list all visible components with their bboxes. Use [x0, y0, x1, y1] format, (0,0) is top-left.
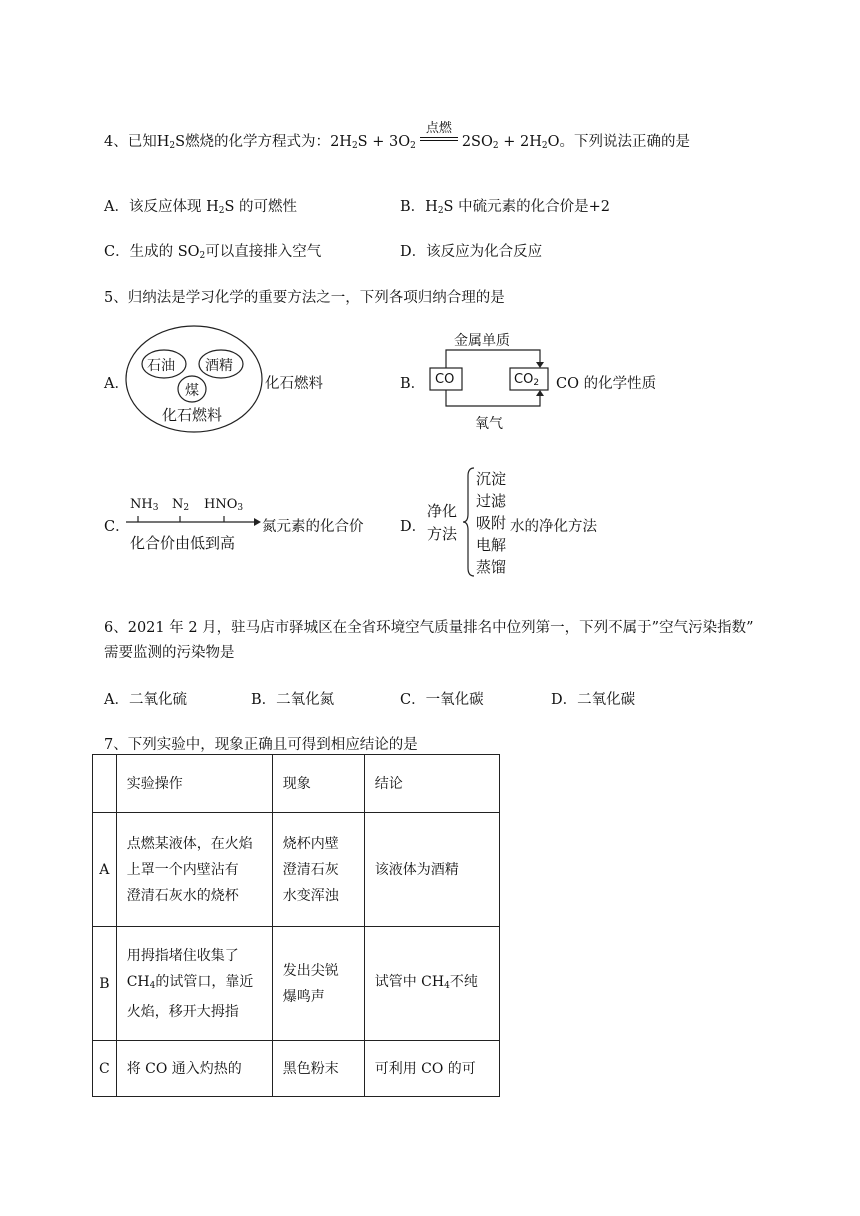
- q5-d-group-label-2: 方法: [427, 525, 458, 543]
- q5-b-top-label: 金属单质: [454, 333, 510, 349]
- q5-a-caption: 化石燃料: [265, 376, 323, 392]
- q5-c-species-n2: $N_2$: [172, 497, 190, 513]
- q5-b-bottom-label: 氧气: [475, 416, 503, 432]
- phenomenon-cell: 黑色粉末: [272, 1041, 364, 1097]
- experiment-table: [92, 754, 500, 1097]
- q5-option-c-label: C．: [104, 519, 130, 535]
- q5-d-group-label-1: 净化: [427, 502, 458, 520]
- header-cell-operation: 实验操作: [116, 755, 272, 813]
- brace-icon: [462, 466, 476, 578]
- q5-option-a-label: A．: [104, 376, 129, 392]
- header-cell-blank: [93, 755, 117, 813]
- q6-stem-line2: 需要监测的污染物是: [104, 645, 235, 661]
- q5-b-caption: CO 的化学性质: [556, 376, 657, 392]
- q4-option-c: C．生成的 $SO_2$可以直接排入空气: [104, 244, 322, 261]
- q4-option-d: D．该反应为化合反应: [400, 244, 543, 260]
- q5-a-item-coal: 煤: [185, 383, 199, 399]
- q5-d-caption: 水的净化方法: [510, 519, 597, 535]
- table-row: [93, 1041, 500, 1097]
- conclusion-cell: 试管中 $CH_4$不纯: [364, 927, 499, 1041]
- q5-d-method-2: 吸附: [476, 514, 507, 532]
- operation-cell: 点燃某液体，在火焰 上罩一个内壁沾有 澄清石灰水的烧杯: [116, 813, 272, 927]
- q5-d-method-3: 电解: [476, 536, 507, 554]
- q4-option-a: A．该反应体现 $H_2S$ 的可燃性: [104, 199, 298, 216]
- reaction-condition: 点燃: [420, 133, 458, 147]
- row-label: A: [93, 813, 117, 927]
- q4-option-b: B．$H_2S$ 中硫元素的化合价是+2: [400, 199, 610, 216]
- q5-option-d-label: D．: [400, 519, 427, 535]
- conclusion-cell: 该液体为酒精: [364, 813, 499, 927]
- q6-stem-line1: 6、2021 年 2 月，驻马店市驿城区在全省环境空气质量排名中位列第一，下列不属于”空气污染指数”: [104, 620, 754, 636]
- header-cell-phenomenon: 现象: [272, 755, 364, 813]
- phenomenon-cell: 发出尖锐 爆鸣声: [272, 927, 364, 1041]
- q5-c-species-nh3: $NH_3$: [130, 497, 159, 513]
- q6-option-d: D．二氧化碳: [551, 692, 636, 708]
- q5-a-item-oil: 石油: [147, 358, 175, 374]
- q5-a-group-label: 化石燃料: [162, 406, 223, 424]
- q6-option-c: C．一氧化碳: [400, 692, 484, 708]
- q5-d-method-1: 过滤: [476, 492, 507, 510]
- conclusion-cell: 可利用 CO 的可: [364, 1041, 499, 1097]
- q5-d-method-4: 蒸馏: [476, 558, 507, 576]
- bottom-arrow-path: [446, 390, 540, 406]
- q6-option-b: B．二氧化氮: [251, 692, 335, 708]
- operation-cell: 用拇指堵住收集了 $CH_4$的试管口，靠近 火焰，移开大拇指: [116, 927, 272, 1041]
- q5-b-co-text: CO: [435, 372, 455, 387]
- q5-c-axis-label: 化合价由低到高: [130, 534, 236, 552]
- row-label: B: [93, 927, 117, 1041]
- valence-axis: [124, 512, 262, 532]
- top-arrow-path: [446, 350, 540, 368]
- phenomenon-cell: 烧杯内壁 澄清石灰 水变浑浊: [272, 813, 364, 927]
- q4-stem: 4、已知$H_2S$燃烧的化学方程式为：$2H_2S + 3O_2$ 点燃 $2SO_2 + 2H_2O$。下列说法正确的是: [104, 121, 690, 151]
- bottom-arrow-head: [536, 390, 544, 396]
- q7-stem: 7、下列实验中，现象正确且可得到相应结论的是: [104, 737, 418, 753]
- q5-d-method-0: 沉淀: [476, 470, 507, 488]
- header-cell-conclusion: 结论: [364, 755, 499, 813]
- table-row: [93, 927, 500, 1041]
- q5-c-caption: 氮元素的化合价: [262, 519, 364, 535]
- q5-b-co2-text: $CO_2$: [514, 372, 540, 388]
- top-arrow-head: [536, 362, 544, 368]
- q5-c-species-hno3: $HNO_3$: [204, 497, 244, 513]
- q6-option-a: A．二氧化硫: [104, 692, 187, 708]
- q5-stem: 5、归纳法是学习化学的重要方法之一，下列各项归纳合理的是: [104, 290, 505, 306]
- q5-a-item-alcohol: 酒精: [205, 358, 233, 374]
- table-header-row: [93, 755, 500, 813]
- row-label: C: [93, 1041, 117, 1097]
- table-row: [93, 813, 500, 927]
- axis-arrow-head: [254, 518, 261, 526]
- operation-cell: 将 CO 通入灼热的: [116, 1041, 272, 1097]
- q5-option-b-label: B．: [400, 376, 426, 392]
